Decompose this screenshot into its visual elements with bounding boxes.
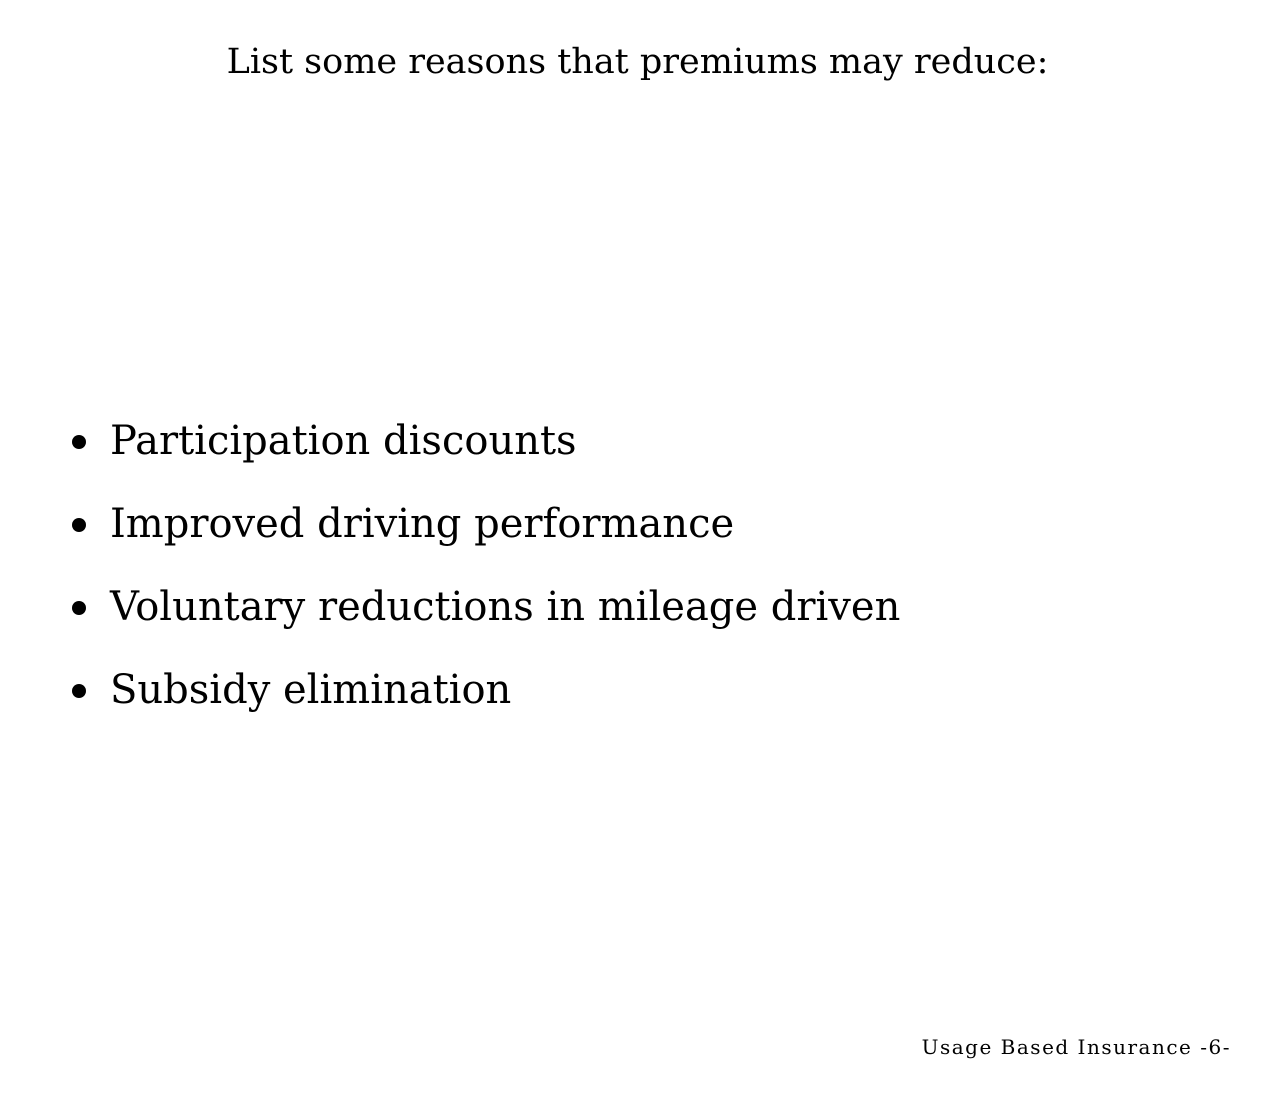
bullet-text: Improved driving performance <box>110 501 735 547</box>
bullet-icon <box>72 684 86 698</box>
slide-title: List some reasons that premiums may reduce: <box>226 42 1049 82</box>
bullet-item-participation-discounts <box>0 416 1100 499</box>
bullet-icon <box>72 435 86 449</box>
bullet-item-subsidy-elimination <box>0 665 1100 748</box>
bullet-icon <box>72 601 86 615</box>
bullet-text: Subsidy elimination <box>110 667 512 713</box>
bullet-icon <box>72 518 86 532</box>
slide-footer: Usage Based Insurance -6- <box>921 1035 1231 1059</box>
bullet-list <box>0 416 1100 748</box>
bullet-item-improved-driving <box>0 499 1100 582</box>
bullet-item-mileage-reductions <box>0 582 1100 665</box>
bullet-text: Voluntary reductions in mileage driven <box>110 584 901 630</box>
bullet-text: Participation discounts <box>110 418 577 464</box>
